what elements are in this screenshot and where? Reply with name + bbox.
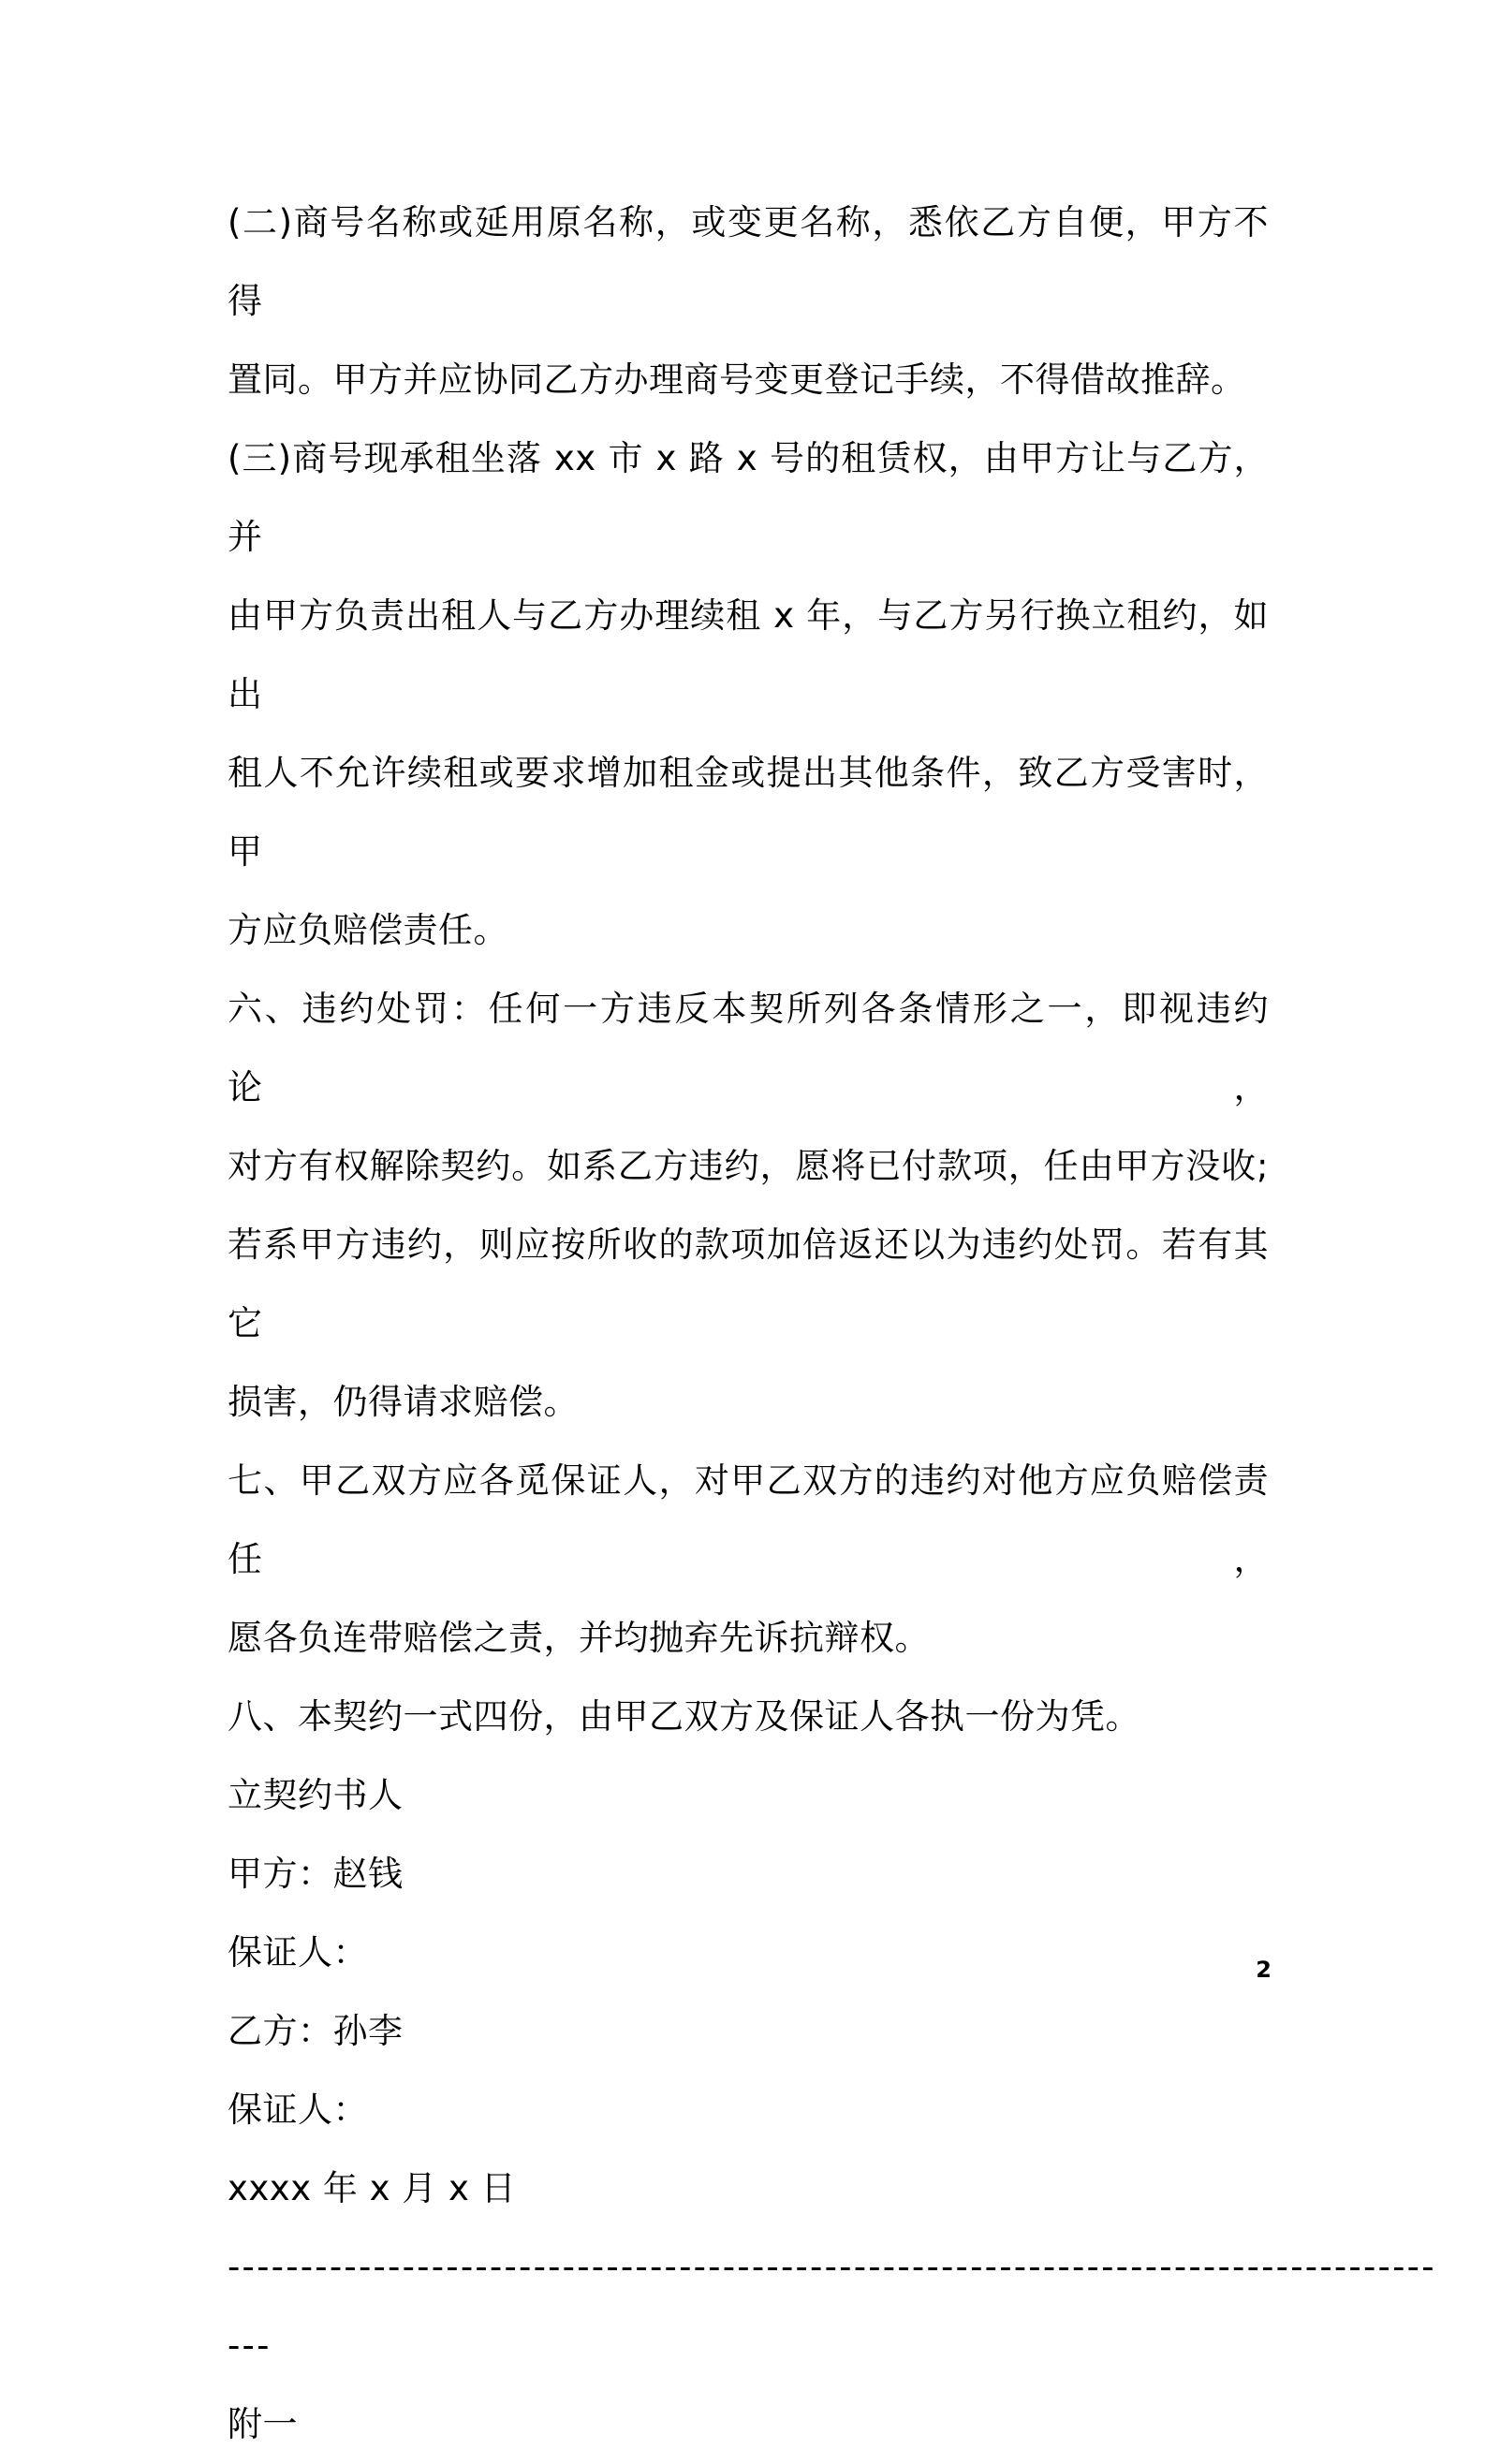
text-line: 六、违约处罚：任何一方违反本契所列各条情形之一，即视违约论， [228, 989, 1269, 1107]
appendix-label [228, 2385, 1269, 2464]
text-line: 乙方：孙李 [228, 2011, 404, 2051]
text-line: 方应负赔偿责任。 [228, 910, 508, 950]
document-body [228, 183, 1436, 2464]
contract-date [228, 2149, 1269, 2228]
text-line: 租人不允许续租或要求增加租金或提出其他条件，致乙方受害时，甲 [228, 753, 1269, 872]
text-line: (三)商号现承租坐落 xx 市 x 路 x 号的租赁权，由甲方让与乙方，并 [228, 438, 1269, 557]
text-line: 置同。甲方并应协同乙方办理商号变更登记手续，不得借故推辞。 [228, 359, 1246, 400]
separator-line: ----------------------------------------------------------------------------------- [228, 2247, 1436, 2287]
text-line: 保证人： [228, 1932, 368, 1973]
text-line: xxxx 年 x 月 x 日 [228, 2168, 517, 2208]
text-line: 愿各负连带赔偿之责，并均抛弃先诉抗辩权。 [228, 1618, 930, 1658]
text-line: 保证人： [228, 2090, 368, 2130]
text-line: 立契约书人 [228, 1775, 404, 1815]
signatories-heading [228, 1756, 1269, 1835]
text-line: 附一 [228, 2404, 298, 2444]
separator-line-tail: --- [228, 2325, 272, 2366]
clause-8-copies [228, 1678, 1269, 1756]
text-line: 八、本契约一式四份，由甲乙双方及保证人各执一份为凭。 [228, 1696, 1140, 1737]
clause-3-lease-right [228, 419, 1269, 970]
clause-6-breach-penalty [228, 970, 1269, 1442]
text-line: 七、甲乙双方应各觅保证人，对甲乙双方的违约对他方应负赔偿责任， [228, 1460, 1269, 1579]
clause-7-guarantors [228, 1442, 1269, 1678]
party-a-guarantor [228, 1914, 1269, 1992]
text-line: 由甲方负责出租人与乙方办理续租 x 年，与乙方另行换立租约，如出 [228, 595, 1269, 714]
text-line: 若系甲方违约，则应按所收的款项加倍返还以为违约处罚。若有其它 [228, 1225, 1269, 1343]
text-line: (二)商号名称或延用原名称，或变更名称，悉依乙方自便，甲方不得 [228, 202, 1269, 321]
text-line: 对方有权解除契约。如系乙方违约，愿将已付款项，任由甲方没收; [228, 1146, 1269, 1186]
clause-2-trade-name [228, 183, 1269, 419]
text-line: 甲方：赵钱 [228, 1854, 404, 1894]
page-number: 2 [1256, 1957, 1272, 1983]
text-line: 损害，仍得请求赔偿。 [228, 1382, 579, 1422]
party-a-signature [228, 1835, 1269, 1914]
party-b-guarantor [228, 2071, 1269, 2149]
party-b-signature [228, 1992, 1269, 2071]
